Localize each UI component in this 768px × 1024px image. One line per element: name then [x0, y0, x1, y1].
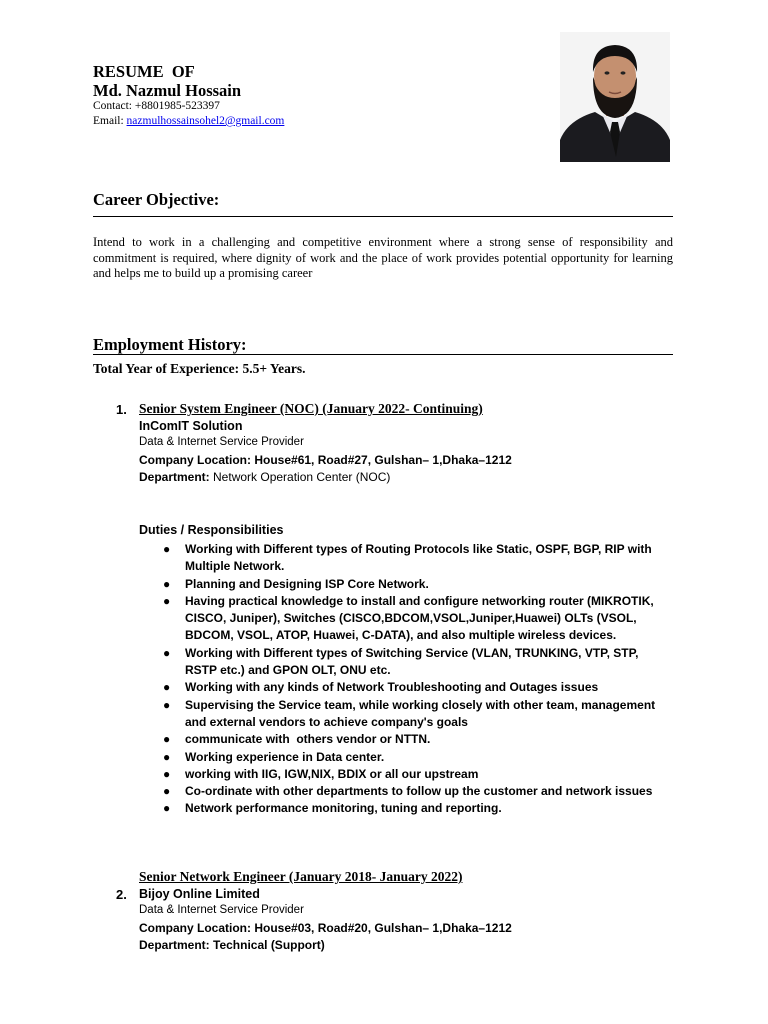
duty-text: Network performance monitoring, tuning and reporting.	[185, 801, 502, 816]
duty-text: Working with Different types of Switching Service (VLAN, TRUNKING, VTP, STP, RSTP etc.) and GPON OLT, ONU etc.	[185, 645, 639, 678]
duty-text: Working experience in Data center.	[185, 749, 385, 764]
bullet-icon: ●	[163, 784, 171, 799]
duty-text: Working with any kinds of Network Troubleshooting and Outages issues	[185, 680, 599, 695]
department-value: Network Operation Center (NOC)	[213, 470, 391, 484]
job-number: 1.	[116, 402, 127, 417]
employment-history-rule	[93, 354, 673, 355]
company-name: InComIT Solution	[139, 419, 243, 433]
duty-item	[163, 679, 665, 696]
duty-text: Working with Different types of Routing Protocols like Static, OSPF, BGP, RIP with Multiple Network.	[185, 542, 652, 574]
email-link[interactable]: nazmulhossainsohel2@gmail.com	[126, 115, 285, 127]
bullet-icon: ●	[163, 766, 171, 781]
company-location	[139, 453, 512, 467]
profile-photo-image	[560, 32, 670, 162]
company-type: Data & Internet Service Provider	[139, 436, 304, 448]
bullet-icon: ●	[163, 645, 171, 660]
duty-text: Co-ordinate with other departments to follow up the customer and network issues	[185, 784, 653, 799]
bullet-icon: ●	[163, 680, 171, 695]
resume-title: RESUME OF	[93, 62, 195, 81]
duty-item	[163, 766, 665, 783]
duty-item	[163, 697, 665, 732]
contact-line	[93, 100, 220, 112]
employment-history-heading: Employment History:	[93, 335, 247, 354]
duties-list	[163, 541, 665, 818]
bullet-icon: ●	[163, 801, 171, 816]
company-location-label: Company Location:	[139, 453, 255, 467]
department-value: Technical (Support)	[213, 938, 325, 952]
duty-item	[163, 576, 665, 593]
bullet-icon: ●	[163, 749, 171, 764]
email-line	[93, 115, 284, 127]
company-name: Bijoy Online Limited	[139, 887, 260, 901]
candidate-name: Md. Nazmul Hossain	[93, 81, 242, 100]
company-location-value: House#03, Road#20, Gulshan– 1,Dhaka–1212	[254, 921, 512, 935]
company-location-label: Company Location:	[139, 921, 255, 935]
duty-item	[163, 541, 665, 576]
career-objective-heading: Career Objective:	[93, 190, 220, 209]
duty-item	[163, 645, 665, 680]
duty-item	[163, 800, 665, 817]
bullet-icon: ●	[163, 697, 171, 712]
job-title: Senior System Engineer (NOC) (January 2022- Continuing)	[139, 401, 483, 416]
duty-item	[163, 731, 665, 748]
department-label: Department:	[139, 470, 214, 484]
duty-item	[163, 783, 665, 800]
duty-text: communicate with others vendor or NTTN.	[185, 732, 431, 747]
career-objective-rule	[93, 216, 673, 217]
duty-text: Having practical knowledge to install and configure networking router (MIKROTIK, CISCO, Juniper), Switches (CISCO,BDCOM,VSOL,Juniper,Huawei) OLTs (VSOL, BDCOM, VSOL, ATOP, Huawei, C-DATA), and also multiple wireless devices.	[185, 593, 654, 643]
duty-text: Planning and Designing ISP Core Network.	[185, 576, 429, 591]
company-location-value: House#61, Road#27, Gulshan– 1,Dhaka–1212	[254, 453, 512, 467]
email-label: Email:	[93, 115, 127, 127]
company-type: Data & Internet Service Provider	[139, 904, 304, 916]
job-number: 2.	[116, 887, 127, 902]
duty-item	[163, 593, 665, 645]
bullet-icon: ●	[163, 576, 171, 591]
career-objective-text: Intend to work in a challenging and competitive environment where a strong sense of responsibility and commitment is required, where dignity of work and the place of work provides potential opportunity for learning and helps me to build up a promising career	[93, 235, 673, 280]
contact-phone: +8801985-523397	[134, 100, 220, 112]
department-label: Department:	[139, 938, 214, 952]
total-experience: Total Year of Experience: 5.5+ Years.	[93, 361, 306, 376]
duty-text: working with IIG, IGW,NIX, BDIX or all our upstream	[185, 766, 479, 781]
bullet-icon: ●	[163, 542, 171, 556]
bullet-icon: ●	[163, 732, 171, 747]
duties-heading: Duties / Responsibilities	[139, 523, 284, 537]
duty-text: Supervising the Service team, while working closely with other team, management and external vendors to achieve company's goals	[185, 697, 656, 729]
company-department	[139, 938, 325, 952]
profile-photo	[560, 32, 670, 162]
company-location	[139, 921, 512, 935]
company-department	[139, 470, 390, 484]
job-title: Senior Network Engineer (January 2018- January 2022)	[139, 869, 463, 884]
duty-item	[163, 749, 665, 766]
contact-label: Contact:	[93, 100, 135, 112]
bullet-icon: ●	[163, 593, 171, 608]
